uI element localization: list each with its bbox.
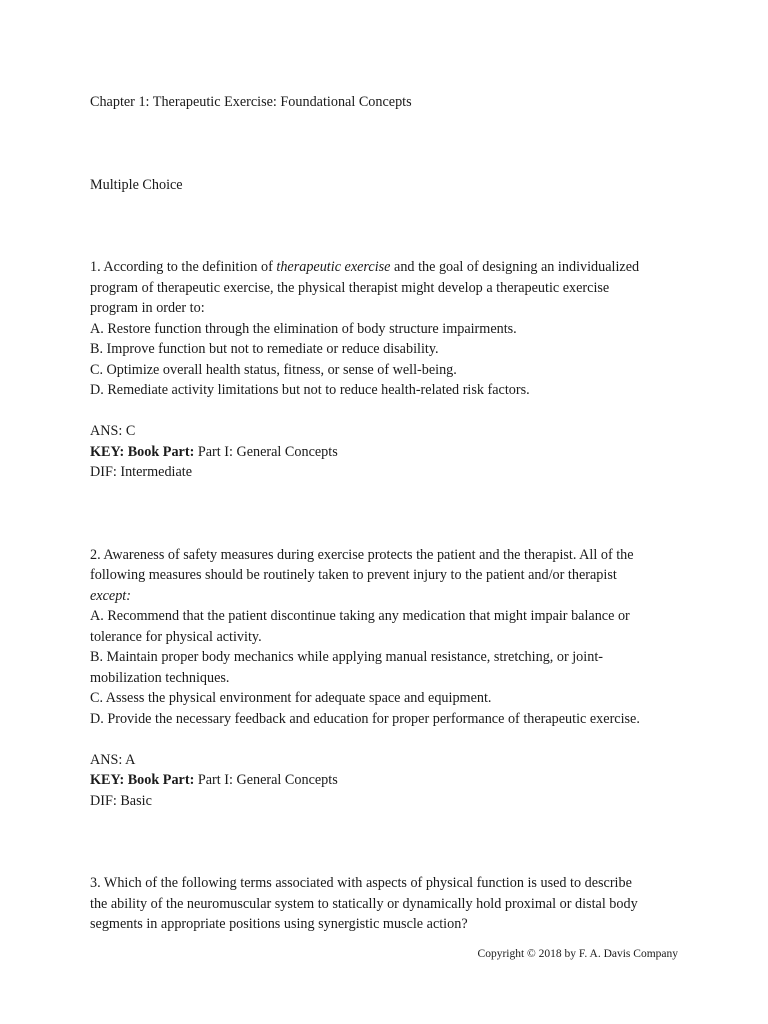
option-a: A. Recommend that the patient discontinue taking any medication that might impair balance or <box>90 608 630 624</box>
answer: ANS: A <box>90 751 136 768</box>
difficulty: DIF: Intermediate <box>90 464 193 480</box>
stem-line: 1. According to the definition of therapeutic exercise and the goal of designing an individualized <box>90 259 640 275</box>
option-a-continued: tolerance for physical activity. <box>90 628 262 645</box>
answer-block <box>90 421 690 483</box>
stem-line: 2. Awareness of safety measures during exercise protects the patient and the therapist. All of the <box>90 546 634 563</box>
emphasized-term: except: <box>90 587 131 604</box>
question-stem <box>90 873 690 935</box>
answer-options <box>90 319 690 401</box>
section-heading: Multiple Choice <box>90 176 183 193</box>
option-d: D. Remediate activity limitations but not to reduce health-related risk factors. <box>90 382 530 398</box>
key-value: Part I: General Concepts <box>194 443 338 460</box>
document-content <box>90 92 690 935</box>
key-line <box>90 770 690 791</box>
option-d: D. Provide the necessary feedback and education for proper performance of therapeutic exercise. <box>90 710 640 727</box>
stem-line: following measures should be routinely taken to prevent injury to the patient and/or therapist <box>90 567 617 583</box>
option-a: A. Restore function through the elimination of body structure impairments. <box>90 320 517 337</box>
stem-line: program in order to: <box>90 300 205 316</box>
key-label: KEY: Book Part: <box>90 443 195 460</box>
emphasized-term: therapeutic exercise <box>276 259 391 275</box>
answer-block <box>90 750 690 812</box>
option-c: C. Optimize overall health status, fitness, or sense of well-being. <box>90 361 457 378</box>
question-stem <box>90 257 690 319</box>
question-1 <box>90 257 690 483</box>
key-line <box>90 442 690 463</box>
stem-line: program of therapeutic exercise, the physical therapist might develop a therapeutic exercise <box>90 279 610 296</box>
difficulty: DIF: Basic <box>90 792 152 809</box>
stem-line: the ability of the neuromuscular system to statically or dynamically hold proximal or distal body <box>90 895 638 912</box>
answer: ANS: C <box>90 423 136 439</box>
stem-line: segments in appropriate positions using synergistic muscle action? <box>90 916 468 932</box>
key-label: KEY: Book Part: <box>90 772 195 788</box>
copyright-footer: Copyright © 2018 by F. A. Davis Company <box>477 948 678 960</box>
key-value: Part I: General Concepts <box>194 772 338 788</box>
question-3 <box>90 873 690 935</box>
option-b-continued: mobilization techniques. <box>90 669 230 686</box>
option-b: B. Improve function but not to remediate or reduce disability. <box>90 341 439 357</box>
question-stem <box>90 545 690 607</box>
answer-options <box>90 606 690 729</box>
question-2 <box>90 545 690 812</box>
chapter-title: Chapter 1: Therapeutic Exercise: Foundational Concepts <box>90 94 412 110</box>
stem-line: 3. Which of the following terms associated with aspects of physical function is used to describe <box>90 875 632 891</box>
option-b: B. Maintain proper body mechanics while applying manual resistance, stretching, or joint- <box>90 649 603 665</box>
option-c: C. Assess the physical environment for adequate space and equipment. <box>90 690 492 706</box>
